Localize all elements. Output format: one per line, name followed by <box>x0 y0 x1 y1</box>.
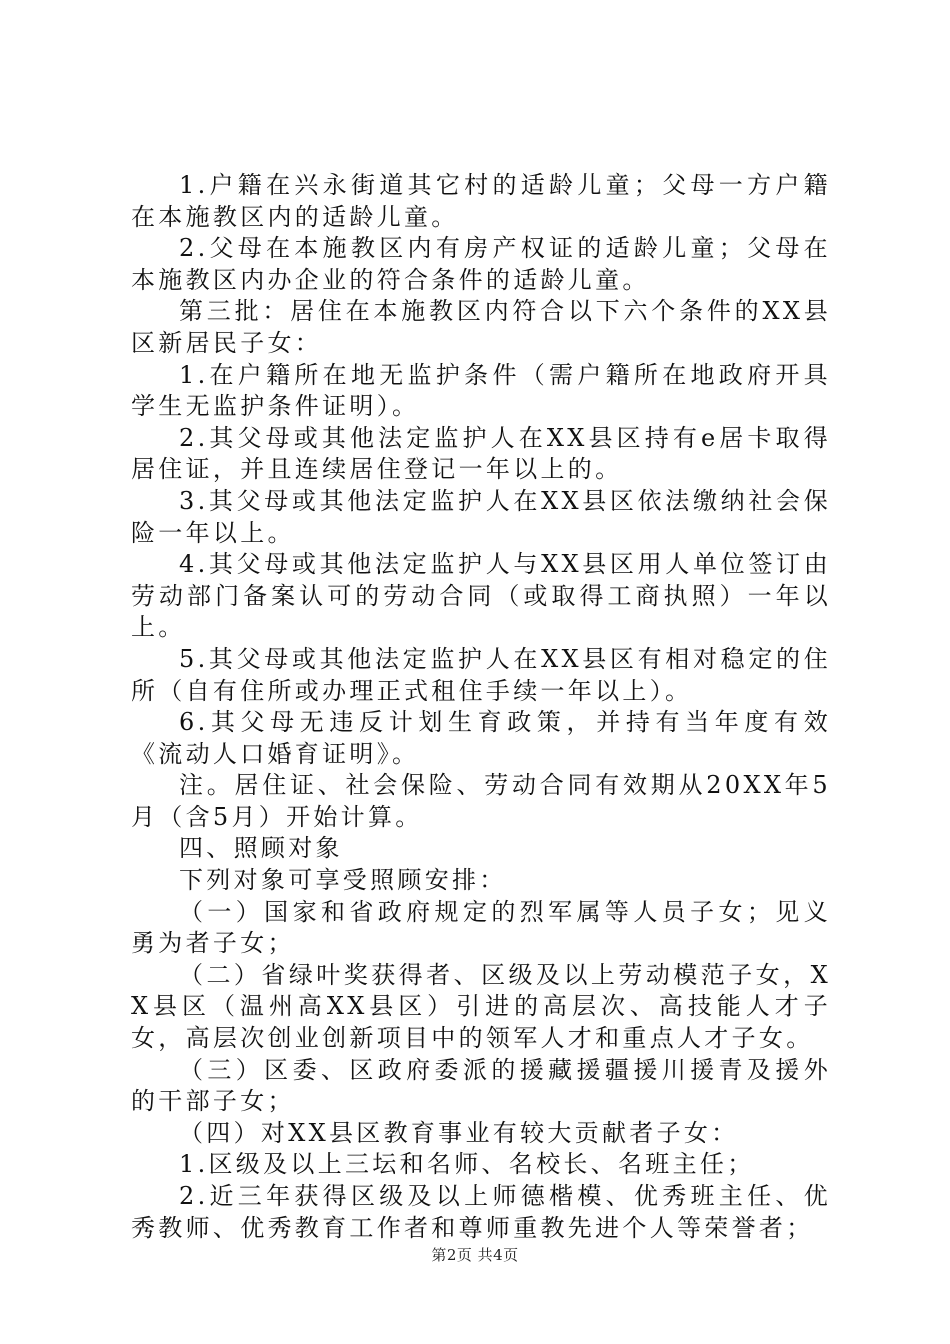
paragraph-17: 1.区级及以上三坛和名师、名校长、名班主任； <box>179 1150 755 1179</box>
paragraph-7: 4.其父母或其他法定监护人与XX县区用人单位签订由劳动部门备案认可的劳动合同（或取得工商执照）一年以上。 <box>131 550 831 642</box>
section-heading: 四、照顾对象 <box>179 834 343 863</box>
paragraph-5: 2.其父母或其他法定监护人在XX县区持有e居卡取得居住证，并且连续居住登记一年以上的。 <box>131 423 831 484</box>
document-body <box>131 170 831 1244</box>
page-number-footer: 第2页 共4页 <box>431 1246 519 1264</box>
paragraph-13: （一）国家和省政府规定的烈军属等人员子女；见义勇为者子女； <box>131 897 831 958</box>
paragraph-6: 3.其父母或其他法定监护人在XX县区依法缴纳社会保险一年以上。 <box>131 486 831 547</box>
paragraph-4: 1.在户籍所在地无监护条件（需户籍所在地政府开具学生无监护条件证明）。 <box>131 360 831 421</box>
paragraph-2: 2.父母在本施教区内有房产权证的适龄儿童；父母在本施教区内办企业的符合条件的适龄儿童。 <box>131 234 831 294</box>
paragraph-10: 注。居住证、社会保险、劳动合同有效期从20XX年5月（含5月）开始计算。 <box>131 771 831 831</box>
paragraph-1: 1.户籍在兴永街道其它村的适龄儿童；父母一方户籍在本施教区内的适龄儿童。 <box>131 171 831 231</box>
paragraph-14: （二）省绿叶奖获得者、区级及以上劳动模范子女，XX县区（温州高XX县区）引进的高层次、高技能人才子女，高层次创业创新项目中的领军人才和重点人才子女。 <box>131 960 831 1053</box>
paragraph-18: 2.近三年获得区级及以上师德楷模、优秀班主任、优秀教师、优秀教育工作者和尊师重教先进个人等荣誉者； <box>131 1182 831 1242</box>
paragraph-15: （三）区委、区政府委派的援藏援疆援川援青及援外的干部子女； <box>131 1055 831 1116</box>
paragraph-16: （四）对XX县区教育事业有较大贡献者子女： <box>179 1118 739 1147</box>
paragraph-3: 第三批：居住在本施教区内符合以下六个条件的XX县区新居民子女： <box>131 297 831 357</box>
paragraph-9: 6.其父母无违反计划生育政策，并持有当年度有效《流动人口婚育证明》。 <box>131 708 831 768</box>
paragraph-8: 5.其父母或其他法定监护人在XX县区有相对稳定的住所（自有住所或办理正式租住手续一年以上）。 <box>131 644 831 705</box>
paragraph-12: 下列对象可享受照顾安排： <box>179 866 507 895</box>
